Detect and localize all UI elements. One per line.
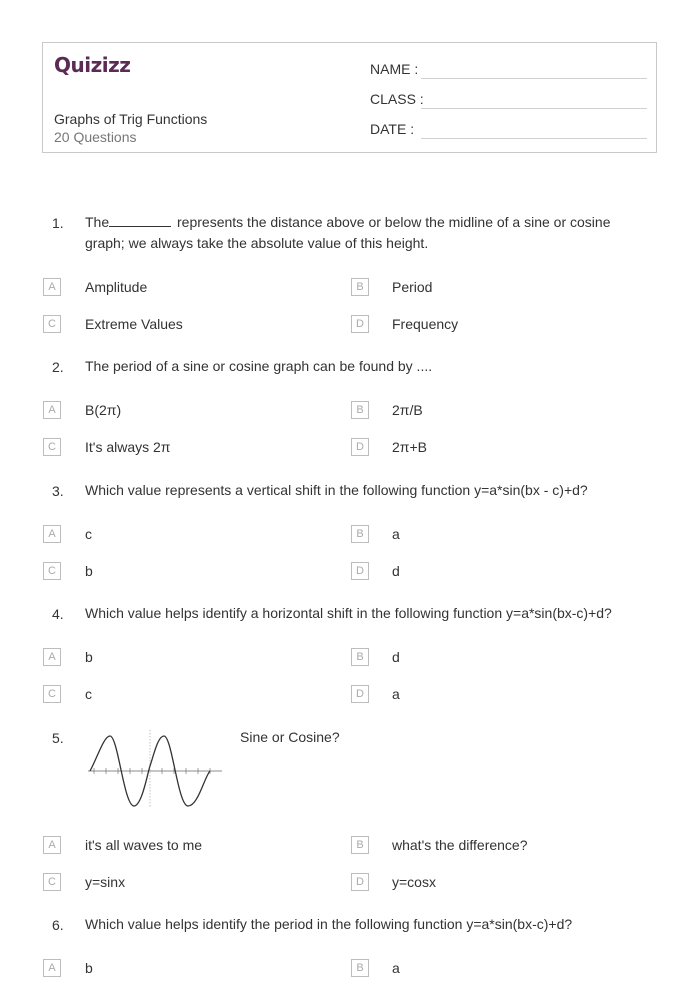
date-label: DATE : xyxy=(370,121,415,137)
answer-option: d xyxy=(392,563,400,579)
option-letter: B xyxy=(351,278,369,296)
answer-option: Period xyxy=(392,279,433,295)
class-label: CLASS : xyxy=(370,91,424,107)
question-text xyxy=(85,212,645,254)
answer-option: Frequency xyxy=(392,316,459,332)
question-text-end: represents the distance above or below the midline of a sine or cosine graph; we always take the absolute value of this height. xyxy=(85,214,611,251)
answer-option: y=sinx xyxy=(85,874,126,890)
answer-option: a xyxy=(392,686,400,702)
answer-option: It's always 2π xyxy=(85,439,171,455)
answer-option: c xyxy=(85,686,92,702)
date-field[interactable] xyxy=(421,138,647,139)
option-letter: A xyxy=(43,648,61,666)
answer-option: b xyxy=(85,960,93,976)
option-letter: A xyxy=(43,401,61,419)
question-text: The period of a sine or cosine graph can be found by .... xyxy=(85,358,433,374)
wave-graph-image xyxy=(86,726,226,812)
option-letter: A xyxy=(43,525,61,543)
question-count: 20 Questions xyxy=(54,129,137,145)
answer-option: 2π/B xyxy=(392,402,423,418)
option-letter: D xyxy=(351,562,369,580)
name-label: NAME : xyxy=(370,61,419,77)
option-letter: C xyxy=(43,438,61,456)
answer-option: b xyxy=(85,649,93,665)
worksheet-title: Graphs of Trig Functions xyxy=(54,111,208,127)
answer-option: a xyxy=(392,960,400,976)
question-text: Which value helps identify a horizontal shift in the following function y=a*sin(bx-c)+d? xyxy=(85,605,612,621)
answer-option: what's the difference? xyxy=(392,837,528,853)
question-number: 5. xyxy=(52,730,64,746)
option-letter: A xyxy=(43,278,61,296)
question-number: 1. xyxy=(52,215,64,231)
option-letter: B xyxy=(351,836,369,854)
quizizz-logo: Quizizz xyxy=(54,53,131,77)
fill-in-blank xyxy=(109,214,171,227)
question-number: 3. xyxy=(52,483,64,499)
option-letter: C xyxy=(43,685,61,703)
answer-option: a xyxy=(392,526,400,542)
option-letter: D xyxy=(351,438,369,456)
question-text: Sine or Cosine? xyxy=(240,729,340,745)
name-field[interactable] xyxy=(421,78,647,79)
option-letter: D xyxy=(351,315,369,333)
answer-option: b xyxy=(85,563,93,579)
answer-option: it's all waves to me xyxy=(85,837,203,853)
answer-option: 2π+B xyxy=(392,439,427,455)
option-letter: C xyxy=(43,315,61,333)
option-letter: A xyxy=(43,959,61,977)
option-letter: D xyxy=(351,873,369,891)
option-letter: B xyxy=(351,959,369,977)
answer-option: Extreme Values xyxy=(85,316,183,332)
option-letter: B xyxy=(351,525,369,543)
answer-option: d xyxy=(392,649,400,665)
answer-option: Amplitude xyxy=(85,279,148,295)
class-field[interactable] xyxy=(421,108,647,109)
option-letter: B xyxy=(351,648,369,666)
question-number: 6. xyxy=(52,917,64,933)
question-number: 4. xyxy=(52,606,64,622)
question-text-start: The xyxy=(85,214,110,230)
option-letter: A xyxy=(43,836,61,854)
answer-option: y=cosx xyxy=(392,874,436,890)
worksheet-header xyxy=(42,42,657,153)
answer-option: B(2π) xyxy=(85,402,122,418)
option-letter: B xyxy=(351,401,369,419)
question-text: Which value helps identify the period in the following function y=a*sin(bx-c)+d? xyxy=(85,916,573,932)
option-letter: C xyxy=(43,562,61,580)
option-letter: C xyxy=(43,873,61,891)
option-letter: D xyxy=(351,685,369,703)
question-number: 2. xyxy=(52,359,64,375)
answer-option: c xyxy=(85,526,92,542)
question-text: Which value represents a vertical shift in the following function y=a*sin(bx - c)+d? xyxy=(85,482,588,498)
